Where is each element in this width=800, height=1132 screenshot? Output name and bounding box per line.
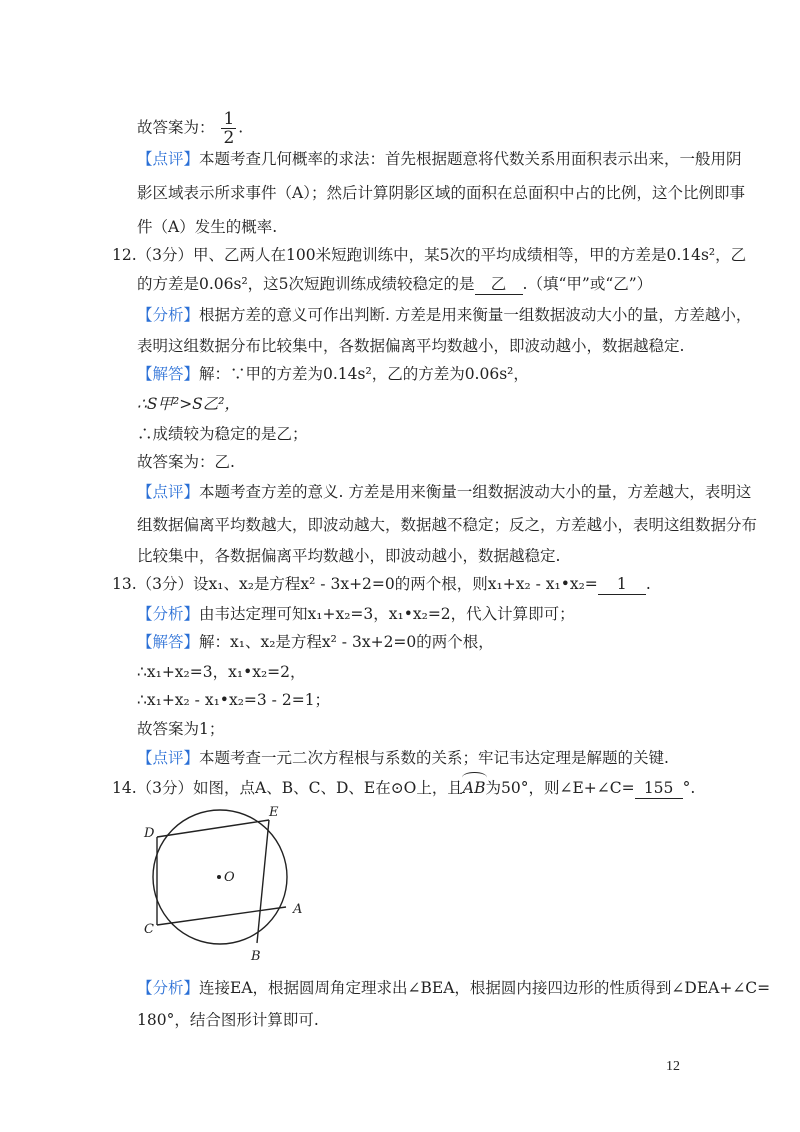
answer-blank: 1 — [598, 574, 646, 595]
solution-12-line-2 — [137, 394, 240, 414]
solution-text: 解：x₁、x₂是方程x² - 3x+2=0的两个根， — [199, 633, 494, 651]
analysis-13-line-1 — [137, 604, 575, 624]
answer-line — [137, 110, 243, 147]
solution-text: ∴成绩较为稳定的是乙； — [137, 425, 308, 443]
comment-11-line-3 — [137, 217, 277, 237]
label-c: C — [144, 922, 154, 937]
solution-tag: 【解答】 — [137, 633, 200, 651]
question-text: . — [645, 575, 651, 593]
fraction-denominator: 2 — [223, 128, 235, 148]
analysis-tag: 【分析】 — [137, 605, 200, 623]
page-number: 12 — [666, 1059, 680, 1074]
solution-12-line-4 — [137, 452, 235, 472]
comment-tag: 【点评】 — [137, 150, 200, 168]
solution-text: 解：∵甲的方差为0.14s²，乙的方差为0.06s²， — [199, 365, 529, 383]
answer-suffix: . — [238, 118, 244, 137]
comment-text: 本题考查方差的意义. 方差是用来衡量一组数据波动大小的量，方差越大，表明这 — [199, 483, 752, 501]
question-text: 12.（3分）甲、乙两人在100米短跑训练中，某5次的平均成绩相等，甲的方差是0.14s²，乙 — [112, 246, 747, 264]
analysis-text: 由韦达定理可知x₁+x₂=3，x₁•x₂=2，代入计算即可； — [199, 605, 575, 623]
analysis-14-line-1 — [137, 978, 770, 998]
comment-11-line-1 — [137, 149, 742, 169]
analysis-text: 180°，结合图形计算即可. — [137, 1011, 319, 1029]
question-text: 14.（3分）如图，点A、B、C、D、E在⊙O上，且 — [112, 779, 463, 797]
solution-tag: 【解答】 — [137, 365, 200, 383]
solution-text: 故答案为：乙. — [137, 453, 235, 471]
center-point — [217, 875, 221, 879]
solution-text: 故答案为1； — [137, 720, 225, 738]
answer-blank: 155 — [635, 778, 683, 799]
comment-tag: 【点评】 — [137, 749, 200, 767]
solution-13-line-3 — [137, 690, 330, 710]
analysis-text: 根据方差的意义可作出判断. 方差是用来衡量一组数据波动大小的量，方差越小， — [199, 306, 752, 324]
solution-12-line-3 — [137, 424, 308, 444]
arc-ab: AB — [462, 779, 486, 797]
answer-blank: 乙 — [475, 274, 523, 295]
fraction — [221, 110, 236, 147]
comment-text: 组数据偏离平均数越大，即波动越大，数据越不稳定；反之，方差越小，表明这组数据分布 — [137, 516, 758, 534]
analysis-12-line-1 — [137, 305, 751, 325]
label-a: A — [293, 902, 303, 917]
comment-12-line-1 — [137, 482, 751, 502]
comment-text: 本题考查一元二次方程根与系数的关系；牢记韦达定理是解题的关键. — [199, 749, 669, 767]
analysis-tag: 【分析】 — [137, 306, 200, 324]
analysis-12-line-2 — [137, 336, 684, 356]
label-d: D — [144, 826, 155, 841]
question-text: °. — [682, 779, 696, 797]
analysis-14-line-2 — [137, 1010, 319, 1030]
question-text: 13.（3分）设x₁、x₂是方程x² - 3x+2=0的两个根，则x₁+x₂ - x₁•x₂= — [112, 575, 598, 593]
label-e: E — [269, 805, 279, 820]
solution-13-line-2 — [137, 662, 306, 682]
question-text: 为50°，则∠E+∠C= — [485, 779, 635, 797]
comment-12-line-3 — [137, 546, 560, 566]
analysis-text: 连接EA，根据圆周角定理求出∠BEA，根据圆内接四边形的性质得到∠DEA+∠C= — [199, 979, 771, 997]
answer-prefix: 故答案为： — [137, 118, 215, 137]
segment-ca — [157, 907, 286, 925]
analysis-text: 表明这组数据分布比较集中，各数据偏离平均数越小，即波动越小，数据越稳定. — [137, 337, 685, 355]
analysis-tag: 【分析】 — [137, 979, 200, 997]
solution-text: ∴x₁+x₂ - x₁•x₂=3 - 2=1； — [137, 691, 331, 709]
solution-12-line-1 — [137, 364, 529, 384]
question-14-line-1 — [112, 778, 695, 799]
comment-text: 比较集中，各数据偏离平均数越小，即波动越小，数据越稳定. — [137, 547, 561, 565]
question-13-line-1 — [112, 574, 651, 595]
comment-text: 本题考查几何概率的求法：首先根据题意将代数关系用面积表示出来，一般用阴 — [199, 150, 742, 168]
solution-13-line-4 — [137, 719, 224, 739]
comment-text: 件（A）发生的概率. — [137, 218, 278, 236]
question-12-line-2 — [137, 274, 652, 295]
comment-11-line-2 — [137, 183, 745, 203]
solution-text: ∴x₁+x₂=3，x₁•x₂=2， — [137, 663, 306, 681]
comment-12-line-2 — [137, 515, 757, 535]
question-12-line-1 — [112, 245, 746, 265]
question-text: 的方差是0.06s²，这5次短跑训练成绩较稳定的是 — [137, 275, 475, 293]
label-b: B — [251, 949, 261, 964]
circle-figure — [135, 800, 315, 970]
fraction-numerator: 1 — [223, 109, 235, 129]
solution-13-line-1 — [137, 632, 494, 652]
solution-text: ∴S甲²>S乙²， — [137, 395, 241, 413]
label-o: O — [224, 870, 235, 885]
question-text: .（填“甲”或“乙”） — [522, 275, 653, 293]
comment-13-line-1 — [137, 748, 669, 768]
comment-text: 影区域表示所求事件（A）；然后计算阴影区域的面积在总面积中占的比例，这个比例即事 — [137, 184, 745, 202]
comment-tag: 【点评】 — [137, 483, 200, 501]
